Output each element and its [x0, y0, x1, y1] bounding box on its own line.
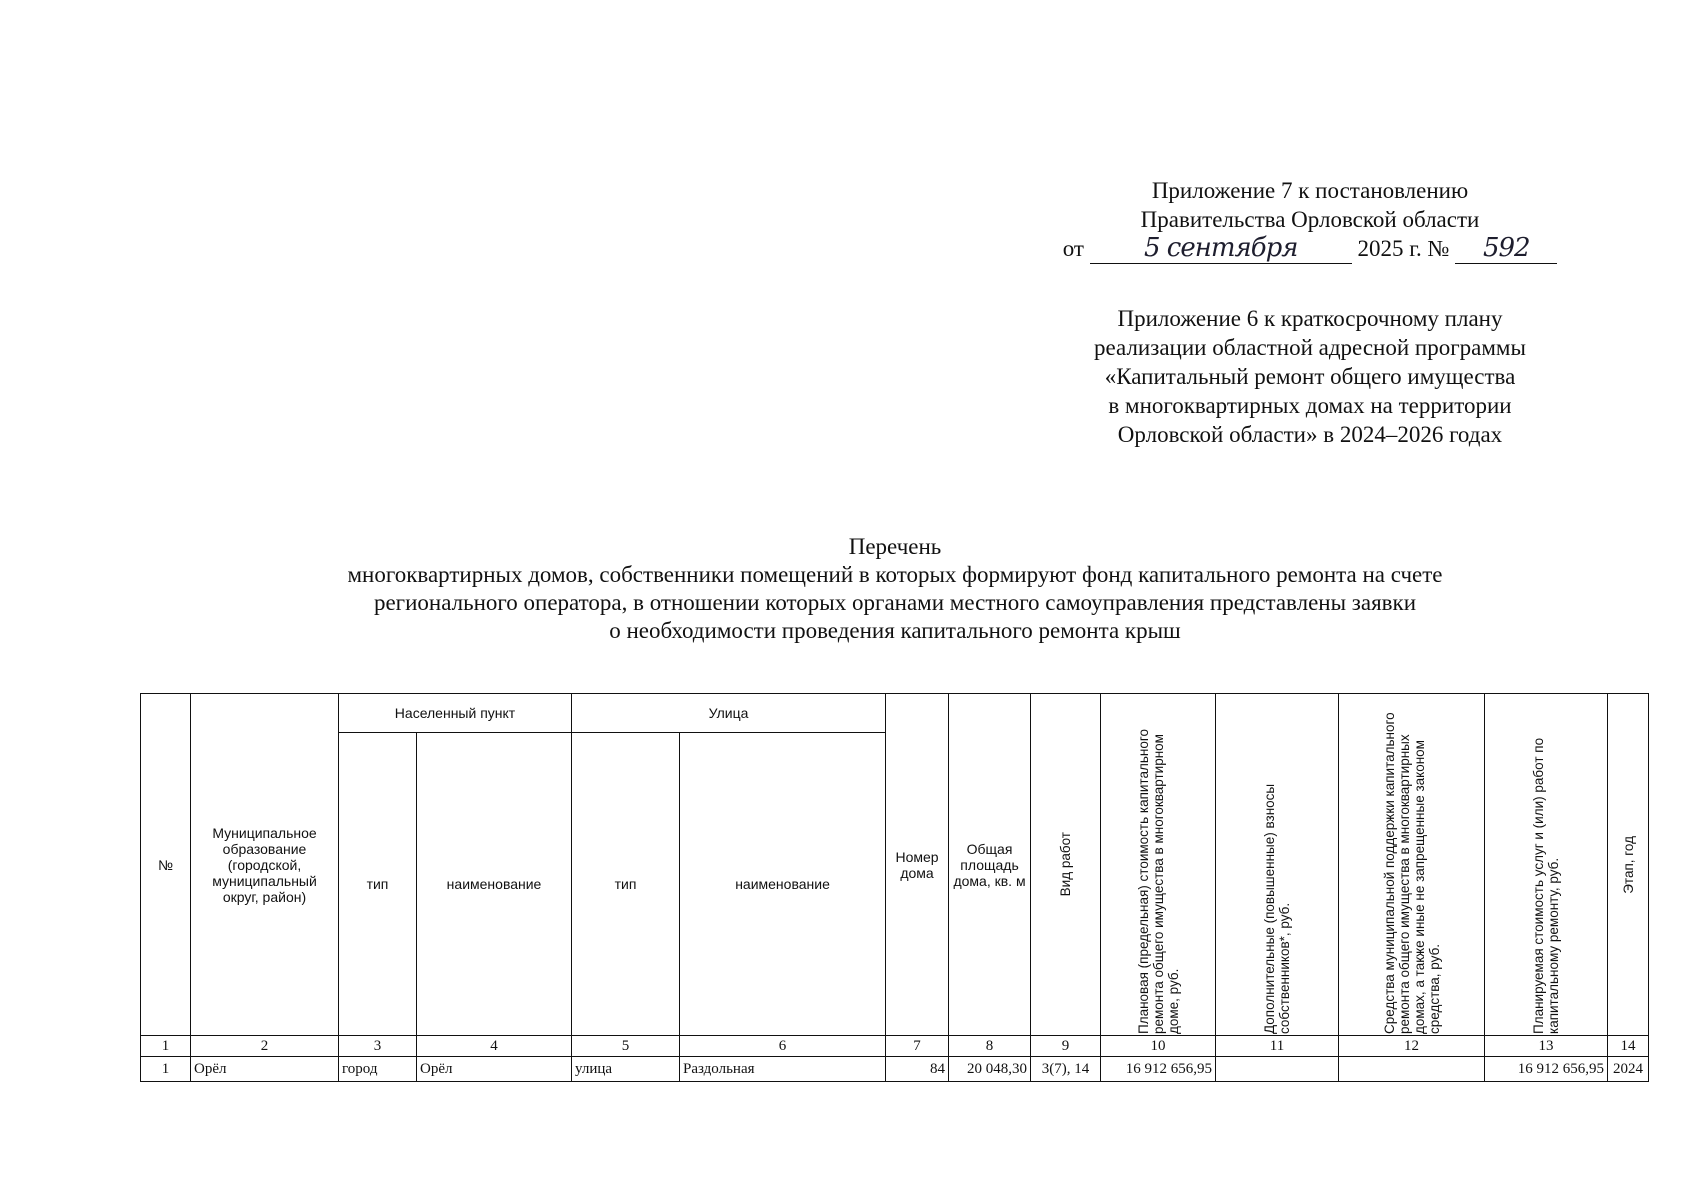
cell-street-type: улица	[572, 1057, 680, 1082]
handwritten-date: 5 сентября	[1090, 234, 1352, 264]
header-planned-cost: Плановая (предельная) стоимость капитального ремонта общего имущества в многоквартирном доме, руб.	[1101, 694, 1216, 1036]
cell-municipal-support	[1339, 1057, 1485, 1082]
column-number: 1	[141, 1036, 191, 1057]
cell-stage-year: 2024	[1608, 1057, 1649, 1082]
header-settlement: Населенный пункт	[339, 694, 572, 733]
cell-planned-services-cost: 16 912 656,95	[1485, 1057, 1608, 1082]
column-number: 2	[191, 1036, 339, 1057]
column-number: 9	[1031, 1036, 1101, 1057]
header-stage-year: Этап, год	[1608, 694, 1649, 1036]
column-numbers-row	[141, 1036, 1649, 1057]
cell-num: 1	[141, 1057, 191, 1082]
cell-street-name: Раздольная	[680, 1057, 886, 1082]
handwritten-decree-number: 592	[1455, 234, 1557, 264]
header-additional-fees: Дополнительные (повышенные) взносы собственников*, руб.	[1216, 694, 1339, 1036]
appendix-header	[1030, 176, 1590, 264]
cell-house-number: 84	[886, 1057, 949, 1082]
table-header-row-1	[141, 694, 1649, 733]
appendix-plan-header	[1030, 304, 1590, 449]
header-planned-services-cost: Планируемая стоимость услуг и (или) работ по капитальному ремонту, руб.	[1485, 694, 1608, 1036]
column-number: 5	[572, 1036, 680, 1057]
cell-additional-fees	[1216, 1057, 1339, 1082]
decree-year: 2025 г. №	[1357, 236, 1450, 261]
appendix-plan-line-3: «Капитальный ремонт общего имущества	[1104, 364, 1516, 389]
column-number: 8	[949, 1036, 1031, 1057]
title-line-2: многоквартирных домов, собственники помещений в которых формируют фонд капитального ремонта на счете	[347, 562, 1443, 587]
decree-date-line	[1030, 234, 1590, 264]
cell-work-type: 3(7), 14	[1031, 1057, 1101, 1082]
column-number: 4	[417, 1036, 572, 1057]
cell-settlement-name: Орёл	[417, 1057, 572, 1082]
header-num: №	[141, 694, 191, 1036]
header-municipal-support: Средства муниципальной поддержки капитального ремонта общего имущества в многоквартирных домах, а также иные не запрещенные законом средства, руб.	[1339, 694, 1485, 1036]
header-house-number: Номер дома	[886, 694, 949, 1036]
title-line-1: Перечень	[848, 534, 942, 559]
header-municipality: Муниципальное образование (городской, муниципальный округ, район)	[191, 694, 339, 1036]
column-number: 14	[1608, 1036, 1649, 1057]
cell-planned-cost: 16 912 656,95	[1101, 1057, 1216, 1082]
header-settlement-type: тип	[339, 733, 417, 1036]
header-street-name: наименование	[680, 733, 886, 1036]
document-title	[120, 533, 1670, 645]
cell-area: 20 048,30	[949, 1057, 1031, 1082]
header-work-type: Вид работ	[1031, 694, 1101, 1036]
cell-municipality: Орёл	[191, 1057, 339, 1082]
cell-settlement-type: город	[339, 1057, 417, 1082]
title-line-3: регионального оператора, в отношении которых органами местного самоуправления представлены заявки	[373, 590, 1417, 615]
appendix-plan-line-4: в многоквартирных домах на территории	[1108, 393, 1512, 418]
column-number: 12	[1339, 1036, 1485, 1057]
appendix-header-line-2: Правительства Орловской области	[1140, 207, 1480, 232]
column-number: 3	[339, 1036, 417, 1057]
houses-table	[140, 693, 1649, 1082]
column-number: 13	[1485, 1036, 1608, 1057]
column-number: 10	[1101, 1036, 1216, 1057]
header-area: Общая площадь дома, кв. м	[949, 694, 1031, 1036]
column-number: 7	[886, 1036, 949, 1057]
table-row	[141, 1057, 1649, 1082]
header-settlement-name: наименование	[417, 733, 572, 1036]
date-prefix: от	[1062, 236, 1084, 261]
header-street-type: тип	[572, 733, 680, 1036]
column-number: 6	[680, 1036, 886, 1057]
appendix-plan-line-2: реализации областной адресной программы	[1094, 335, 1526, 360]
appendix-plan-line-5: Орловской области» в 2024–2026 годах	[1117, 422, 1503, 447]
appendix-plan-line-1: Приложение 6 к краткосрочному плану	[1117, 306, 1503, 331]
header-street: Улица	[572, 694, 886, 733]
appendix-header-line-1: Приложение 7 к постановлению	[1151, 178, 1469, 203]
column-number: 11	[1216, 1036, 1339, 1057]
title-line-4: о необходимости проведения капитального ремонта крыш	[609, 618, 1181, 643]
